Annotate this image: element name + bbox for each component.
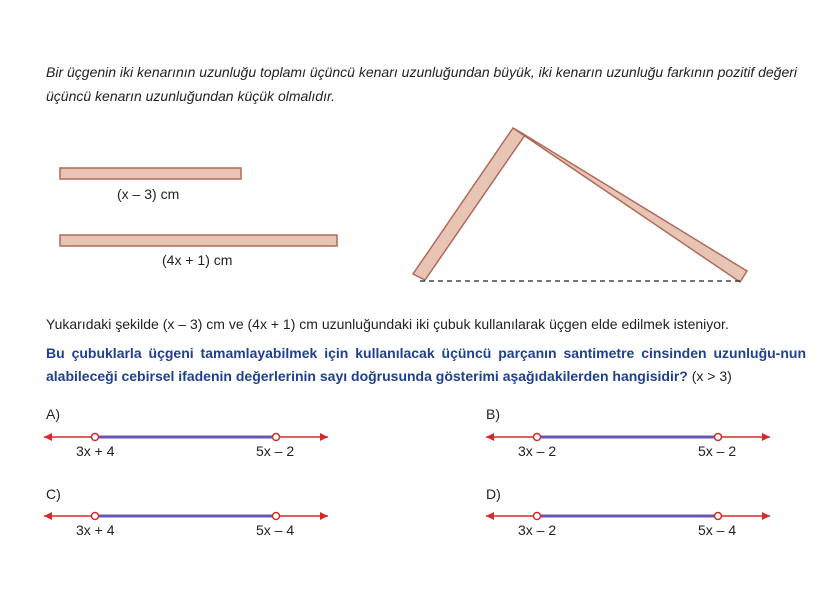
- option-b-left-label: 3x – 2: [518, 443, 557, 459]
- stick-long-label: (4x + 1) cm: [162, 252, 233, 268]
- stick-long: [60, 235, 337, 246]
- option-c-right-label: 5x – 4: [256, 522, 295, 538]
- stick-short-label: (x – 3) cm: [117, 186, 180, 202]
- option-a-right-label: 5x – 2: [256, 443, 295, 459]
- number-line-d: [486, 512, 770, 520]
- option-c-left-label: 3x + 4: [76, 522, 115, 538]
- question-body: Bu çubuklarla üçgeni tamamlayabilmek için kullanılacak üçüncü parçanın santimetre cinsinden uzunluğu-nun alabileceği cebirsel ifadenin değerlerinin sayı doğrusunda gösterimi aşağıdakilerden hangisidir?: [46, 345, 806, 384]
- question-condition: (x > 3): [691, 368, 732, 384]
- number-line-c: [44, 512, 328, 520]
- option-b-right-label: 5x – 2: [698, 443, 737, 459]
- option-d-letter[interactable]: D): [486, 486, 501, 502]
- triangle-stick-right: [513, 128, 747, 282]
- option-a-left-label: 3x + 4: [76, 443, 115, 459]
- option-d-left-label: 3x – 2: [518, 522, 557, 538]
- number-line-a: [44, 433, 328, 441]
- triangle-stick-left: [413, 128, 525, 280]
- option-b-letter[interactable]: B): [486, 406, 500, 422]
- question-text: [46, 342, 806, 388]
- option-d-right-label: 5x – 4: [698, 522, 737, 538]
- intro-text: Bir üçgenin iki kenarının uzunluğu toplamı üçüncü kenarı uzunluğundan büyük, iki kenarın uzunluğu farkının pozitif değeri üçüncü kenarın uzunluğundan küçük olmalıdır.: [46, 64, 798, 104]
- number-line-b: [486, 433, 770, 441]
- option-a-letter[interactable]: A): [46, 406, 60, 422]
- statement-text: Yukarıdaki şekilde (x – 3) cm ve (4x + 1) cm uzunluğundaki iki çubuk kullanılarak üçgen elde edilmek isteniyor.: [46, 316, 729, 332]
- stick-short: [60, 168, 241, 179]
- option-c-letter[interactable]: C): [46, 486, 61, 502]
